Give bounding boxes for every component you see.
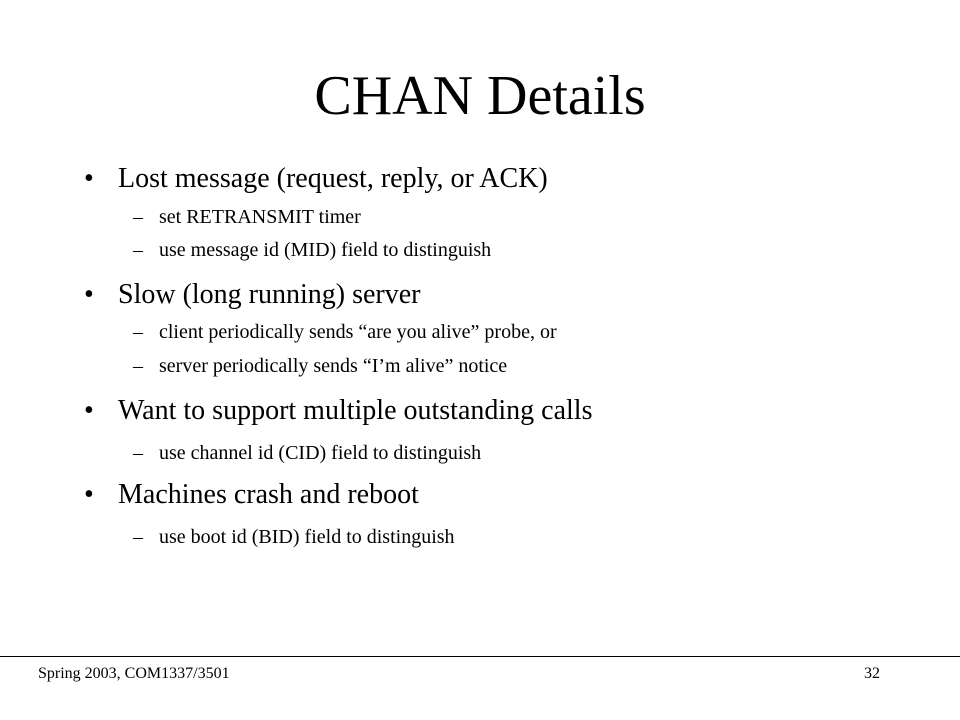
sub-bullet-text: use boot id (BID) field to distinguish — [159, 526, 455, 548]
sub-bullet-item — [133, 353, 507, 379]
bullet-item — [84, 478, 419, 512]
sub-bullet-marker: – — [133, 442, 143, 464]
sub-bullet-item — [133, 237, 491, 263]
bullet-text: Machines crash and reboot — [118, 479, 419, 510]
slide-title: CHAN Details — [314, 65, 646, 127]
sub-bullet-marker: – — [133, 526, 143, 548]
sub-bullet-item — [133, 319, 557, 345]
bullet-text: Slow (long running) server — [118, 279, 421, 310]
sub-bullet-marker: – — [133, 239, 143, 261]
sub-bullet-text: use message id (MID) field to distinguish — [159, 239, 492, 261]
sub-bullet-item — [133, 524, 455, 550]
bullet-marker: • — [84, 479, 94, 510]
bullet-item — [84, 394, 592, 428]
bullet-marker: • — [84, 395, 94, 426]
sub-bullet-marker: – — [133, 355, 143, 377]
bullet-text: Want to support multiple outstanding calls — [118, 395, 593, 426]
bullet-marker: • — [84, 163, 94, 194]
footer-divider — [0, 656, 960, 657]
bullet-item — [84, 278, 421, 312]
sub-bullet-text: server periodically sends “I’m alive” notice — [159, 355, 508, 377]
bullet-marker: • — [84, 279, 94, 310]
bullet-text: Lost message (request, reply, or ACK) — [118, 163, 548, 194]
bullet-item — [84, 162, 548, 196]
sub-bullet-marker: – — [133, 321, 143, 343]
footer-course-label: Spring 2003, COM1337/3501 — [38, 665, 230, 682]
sub-bullet-item — [133, 440, 481, 466]
sub-bullet-marker: – — [133, 206, 143, 228]
sub-bullet-text: set RETRANSMIT timer — [159, 206, 361, 228]
footer-page-number: 32 — [864, 665, 880, 682]
sub-bullet-text: use channel id (CID) field to distinguish — [159, 442, 482, 464]
sub-bullet-item — [133, 204, 361, 230]
sub-bullet-text: client periodically sends “are you alive” probe, or — [159, 321, 557, 343]
